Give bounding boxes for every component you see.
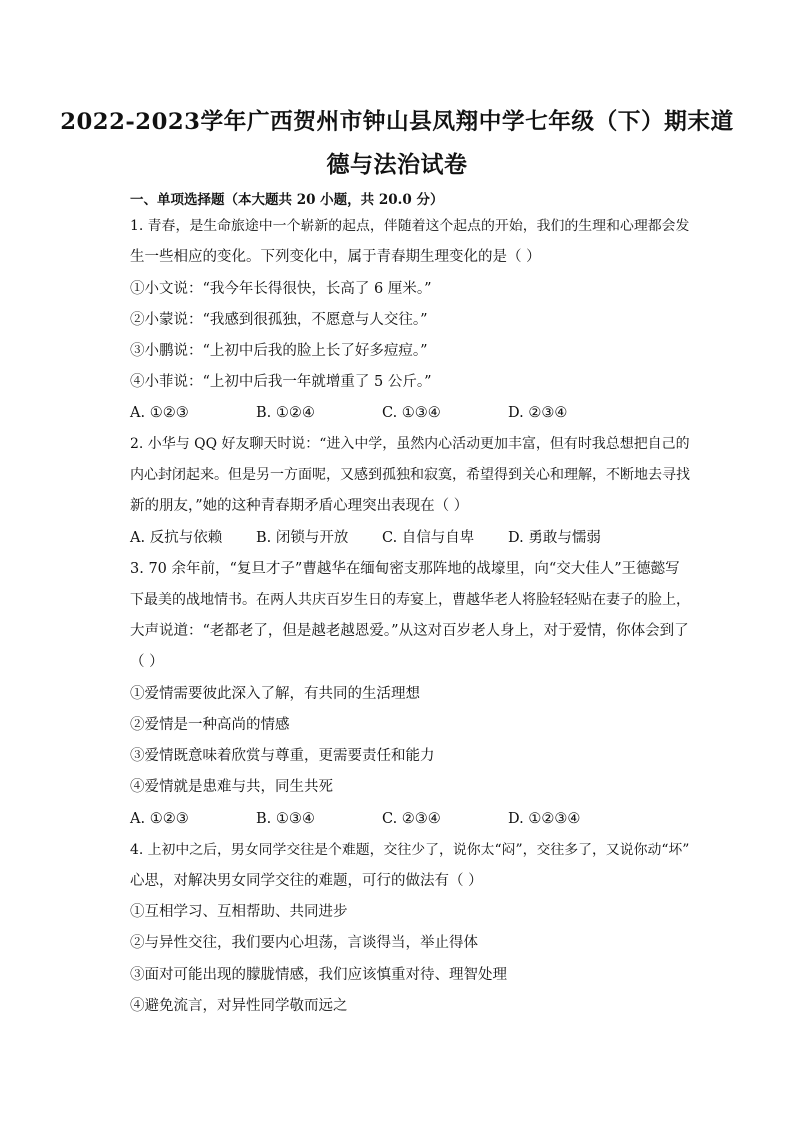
q3-option-d: D. ①②③④ [508, 811, 581, 827]
q2-option-d: D. 勇敢与懦弱 [508, 530, 601, 546]
q4-statement-3: ③面对可能出现的朦胧情感，我们应该慎重对待、理智处理 [130, 967, 507, 983]
exam-title-line-2: 德与法治试卷 [326, 151, 468, 178]
q1-statement-3: ③小鹏说：“上初中后我的脸上长了好多痘痘。” [130, 343, 428, 359]
section-heading: 一、单项选择题（本大题共 20 小题，共 20.0 分） [130, 192, 444, 208]
q3-statement-2: ②爱情是一种高尚的情感 [130, 717, 290, 733]
q3-option-c: C. ②③④ [382, 811, 441, 827]
q2-options [130, 528, 690, 548]
q1-stem-line-2: 生一些相应的变化。下列变化中，属于青春期生理变化的是（ ） [130, 249, 541, 265]
q1-stem-line-1: 1. 青春，是生命旅途中一个崭新的起点，伴随着这个起点的开始，我们的生理和心理都会发 [130, 218, 690, 234]
q3-statement-4: ④爱情就是患难与共，同生共死 [130, 779, 333, 795]
q1-statement-1: ①小文说：“我今年长得很快，长高了 6 厘米。” [130, 281, 432, 297]
q3-statement-3: ③爱情既意味着欣赏与尊重，更需要责任和能力 [130, 748, 435, 764]
q2-option-c: C. 自信与自卑 [382, 530, 475, 546]
q2-option-a: A. 反抗与依赖 [130, 530, 223, 546]
q4-stem-line-2: 心思，对解决男女同学交往的难题，可行的做法有（ ） [130, 873, 483, 889]
q3-stem-line-4: （ ） [130, 654, 164, 670]
q1-options [130, 403, 690, 423]
q4-statement-1: ①互相学习、互相帮助、共同进步 [130, 904, 348, 920]
exam-title-line-1: 2022-2023学年广西贺州市钟山县凤翔中学七年级（下）期末道 [60, 109, 734, 135]
q1-option-c: C. ①③④ [382, 405, 441, 421]
q4-statement-2: ②与异性交往，我们要内心坦荡，言谈得当，举止得体 [130, 935, 478, 951]
q1-statement-4: ④小菲说：“上初中后我一年就增重了 5 公斤。” [130, 374, 432, 390]
q1-statement-2: ②小蒙说：“我感到很孤独，不愿意与人交往。” [130, 312, 428, 328]
q4-statement-4: ④避免流言，对异性同学敬而远之 [130, 998, 348, 1014]
q3-options [130, 809, 690, 829]
q2-stem-line-3: 新的朋友，”她的这种青春期矛盾心理突出表现在（ ） [130, 498, 469, 514]
q3-statement-1: ①爱情需要彼此深入了解，有共同的生活理想 [130, 686, 420, 702]
q2-stem-line-2: 内心封闭起来。但是另一方面呢，又感到孤独和寂寞，希望得到关心和理解，不断地去寻找 [130, 467, 690, 483]
q3-stem-line-2: 下最美的战地情书。在两人共庆百岁生日的寿宴上，曹越华老人将脸轻轻贴在妻子的脸上， [130, 592, 690, 608]
q3-stem-line-3: 大声说道：“老都老了，但是越老越恩爱。”从这对百岁老人身上，对于爱情，你体会到了 [130, 623, 689, 639]
q2-stem-line-1: 2. 小华与 QQ 好友聊天时说：“进入中学，虽然内心活动更加丰富，但有时我总想把自己的 [130, 436, 690, 452]
q1-option-d: D. ②③④ [508, 405, 568, 421]
q3-option-b: B. ①③④ [256, 811, 315, 827]
q1-option-b: B. ①②④ [256, 405, 315, 421]
q1-option-a: A. ①②③ [130, 405, 189, 421]
q3-stem-line-1: 3. 70 余年前，“复旦才子”曹越华在缅甸密支那阵地的战壕里，向“交大佳人”王德懿写 [130, 561, 680, 577]
q3-option-a: A. ①②③ [130, 811, 189, 827]
q4-stem-line-1: 4. 上初中之后，男女同学交往是个难题，交往少了，说你太“闷”，交往多了，又说你动“坏” [130, 842, 690, 858]
q2-option-b: B. 闭锁与开放 [256, 530, 349, 546]
